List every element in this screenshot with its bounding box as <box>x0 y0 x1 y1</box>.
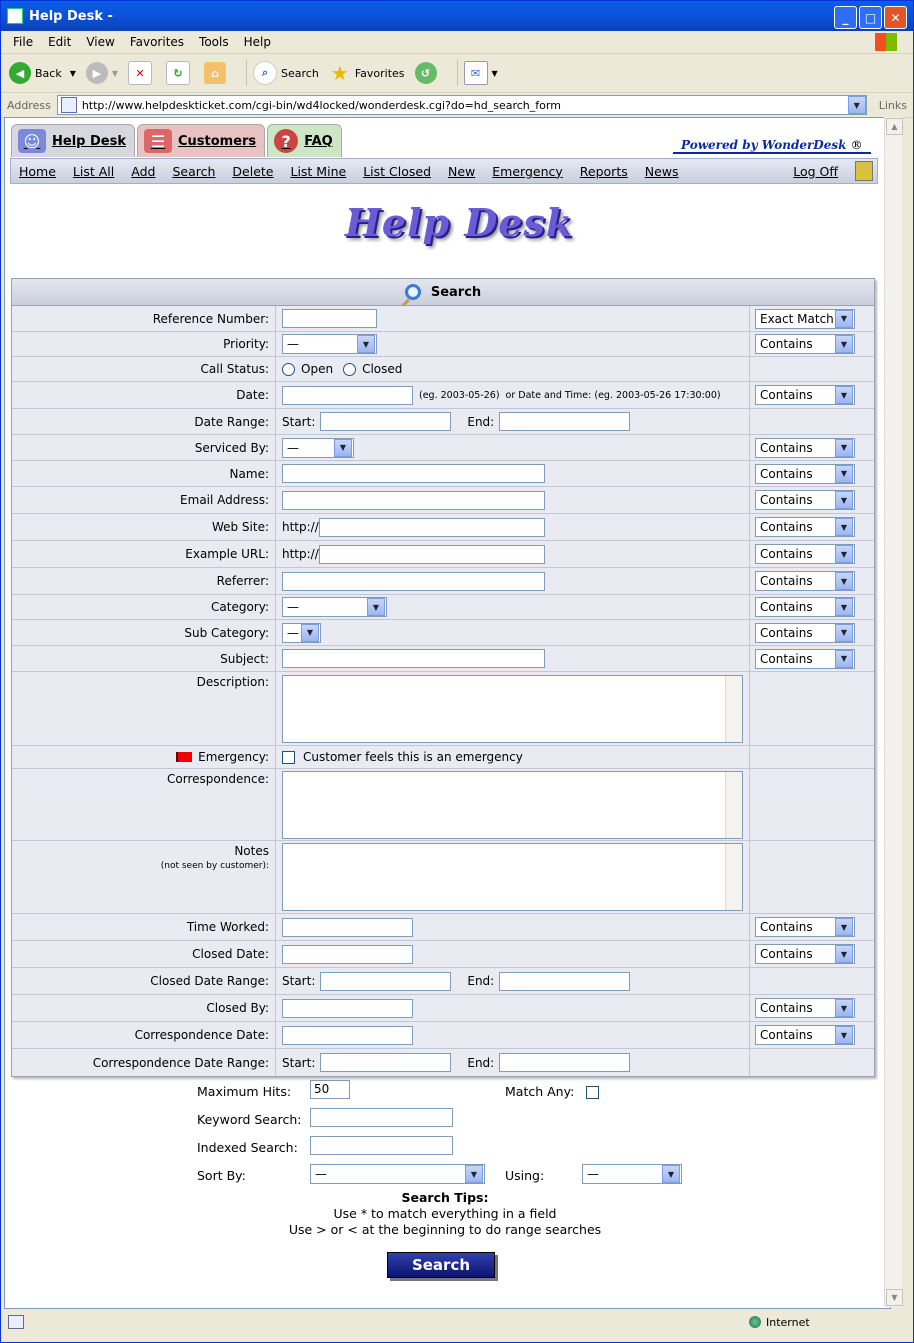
closed-range-end-label: End: <box>467 974 495 988</box>
row-correspondence-date <box>12 1022 874 1049</box>
website-prefix: http:// <box>282 520 319 534</box>
label-keyword-search: Keyword Search: <box>197 1112 302 1127</box>
label-referrer: Referrer: <box>216 574 269 588</box>
match-any-checkbox[interactable] <box>586 1086 599 1099</box>
time-worked-match-value: Contains <box>760 920 813 934</box>
tab-faq[interactable] <box>267 124 342 157</box>
priority-match-value: Contains <box>760 337 813 351</box>
search-icon: ⌕ <box>253 61 277 85</box>
magnifier-icon <box>405 284 421 300</box>
closed-range-end-input[interactable] <box>499 972 630 991</box>
search-form-title: Search <box>430 284 482 300</box>
closed-range-start-input[interactable] <box>320 972 451 991</box>
chevron-down-icon: ▼ <box>835 1026 853 1044</box>
nav-list-all[interactable]: List All <box>72 163 115 179</box>
back-dropdown-icon[interactable]: ▼ <box>69 68 76 78</box>
help-desk-logo: Help Desk <box>345 200 574 245</box>
label-closed-date-range: Closed Date Range: <box>150 974 269 988</box>
chevron-down-icon: ▼ <box>835 945 853 963</box>
row-reference-number <box>12 306 874 332</box>
customers-icon: ☰ <box>144 129 172 153</box>
example-url-match-select[interactable] <box>755 544 855 564</box>
label-date-range: Date Range: <box>194 414 269 429</box>
refresh-button[interactable] <box>166 61 194 85</box>
menu-bar <box>1 31 913 54</box>
nav-emergency[interactable]: Emergency <box>492 163 563 179</box>
nav-reports[interactable]: Reports <box>579 163 628 179</box>
page-viewport <box>4 117 891 1309</box>
label-reference-number: Reference Number: <box>152 311 269 326</box>
ie-icon <box>7 8 23 24</box>
mail-icon: ✉ <box>464 61 488 85</box>
row-closed-date-range <box>12 968 874 995</box>
tab-faq-label: FAQ <box>304 133 333 149</box>
address-dropdown-icon[interactable]: ▼ <box>848 96 866 114</box>
home-button[interactable] <box>204 62 230 84</box>
address-label: Address <box>7 98 51 112</box>
chevron-down-icon: ▼ <box>367 598 385 616</box>
date-match-select[interactable] <box>755 385 855 405</box>
corr-range-end-input[interactable] <box>499 1053 630 1072</box>
chevron-down-icon: ▼ <box>835 545 853 563</box>
example-url-prefix: http:// <box>282 547 319 561</box>
serviced-by-match-value: Contains <box>760 440 813 455</box>
star-icon: ★ <box>330 61 349 85</box>
app-tabs <box>11 124 342 157</box>
search-form-header <box>12 279 874 306</box>
tab-customers[interactable] <box>137 124 265 157</box>
row-time-worked <box>12 914 874 941</box>
indexed-search-input[interactable] <box>310 1136 453 1155</box>
help-desk-icon: ☺ <box>18 129 46 153</box>
time-worked-match-select[interactable] <box>755 917 855 937</box>
back-button[interactable] <box>9 62 76 84</box>
address-url: http://www.helpdeskticket.com/cgi-bin/wd4locked/wonderdesk.cgi?do=hd_search_form <box>81 98 561 112</box>
reference-match-select[interactable] <box>755 309 855 329</box>
date-range-start-input[interactable] <box>320 412 451 431</box>
closed-by-match-select[interactable] <box>755 998 855 1018</box>
date-range-end-label: End: <box>467 414 495 429</box>
log-off-door-icon[interactable] <box>855 161 873 181</box>
date-input[interactable] <box>282 386 413 405</box>
corr-range-start-label: Start: <box>282 1055 316 1070</box>
closed-by-match-value: Contains <box>760 1001 813 1015</box>
label-description: Description: <box>196 675 269 689</box>
page-icon <box>61 97 77 113</box>
row-date-range <box>12 409 874 435</box>
name-match-select[interactable] <box>755 464 855 484</box>
time-worked-input[interactable] <box>282 918 413 937</box>
date-match-value: Contains <box>760 388 813 402</box>
category-select[interactable] <box>282 597 387 617</box>
emergency-checkbox[interactable] <box>282 751 295 764</box>
chevron-down-icon: ▼ <box>835 518 853 536</box>
search-tip-1: Use * to match everything in a field <box>333 1206 557 1221</box>
keyword-search-input[interactable] <box>310 1108 453 1127</box>
closed-date-input[interactable] <box>282 945 413 964</box>
label-correspondence-date-range: Correspondence Date Range: <box>92 1055 269 1070</box>
powered-by-text: Powered by WonderDesk <box>681 138 847 152</box>
website-match-value: Contains <box>760 520 813 534</box>
label-example-url: Example URL: <box>185 547 269 561</box>
label-date: Date: <box>236 388 269 402</box>
chevron-down-icon: ▼ <box>835 624 853 642</box>
category-match-value: Contains <box>760 600 813 614</box>
chevron-down-icon: ▼ <box>835 386 853 404</box>
name-match-value: Contains <box>760 466 813 481</box>
label-correspondence-date: Correspondence Date: <box>134 1028 269 1042</box>
row-referrer <box>12 568 874 595</box>
chevron-down-icon: ▼ <box>465 1165 483 1183</box>
row-serviced-by <box>12 435 874 461</box>
chevron-down-icon: ▼ <box>835 918 853 936</box>
row-description <box>12 672 874 746</box>
close-button[interactable]: ✕ <box>884 6 907 29</box>
row-call-status <box>12 357 874 382</box>
correspondence-date-input[interactable] <box>282 1026 413 1045</box>
email-input[interactable] <box>282 491 545 510</box>
powered-by-link[interactable] <box>673 138 871 154</box>
menu-file[interactable]: File <box>13 35 34 49</box>
tab-help-desk-label: Help Desk <box>52 133 126 149</box>
subject-input[interactable] <box>282 649 545 668</box>
chevron-down-icon: ▼ <box>835 439 853 457</box>
textarea-scrollbar[interactable] <box>725 772 742 838</box>
label-name: Name: <box>229 466 269 481</box>
nav-list-mine[interactable]: List Mine <box>290 163 347 179</box>
corr-range-start-input[interactable] <box>320 1053 451 1072</box>
row-website <box>12 514 874 541</box>
nav-news[interactable]: News <box>644 163 679 179</box>
label-indexed-search: Indexed Search: <box>197 1140 298 1155</box>
textarea-scrollbar[interactable] <box>725 676 742 742</box>
status-page-icon <box>8 1315 24 1329</box>
label-emergency: Emergency: <box>198 750 269 764</box>
row-priority <box>12 332 874 357</box>
notes-textarea[interactable] <box>282 843 743 911</box>
row-name <box>12 461 874 487</box>
forward-arrow-icon: ▶ <box>86 62 108 84</box>
sort-by-select[interactable] <box>310 1164 485 1184</box>
reference-match-value: Exact Match <box>760 311 834 326</box>
emergency-checkbox-label: Customer feels this is an emergency <box>303 750 523 764</box>
chevron-down-icon: ▼ <box>835 999 853 1017</box>
label-closed-date: Closed Date: <box>192 947 269 961</box>
row-date <box>12 382 874 409</box>
page-scrollbar[interactable] <box>884 117 902 1307</box>
category-value: — <box>287 600 299 614</box>
faq-question-icon: ? <box>274 129 298 153</box>
closed-date-match-select[interactable] <box>755 944 855 964</box>
chevron-down-icon: ▼ <box>334 439 352 457</box>
chevron-down-icon: ▼ <box>835 465 853 483</box>
links-button[interactable]: Links <box>878 98 907 112</box>
example-url-input[interactable] <box>319 545 545 564</box>
row-sub-category <box>12 620 874 646</box>
label-correspondence: Correspondence: <box>167 772 269 786</box>
sub-category-select[interactable] <box>282 623 321 643</box>
forward-dropdown-icon: ▼ <box>111 68 119 78</box>
sub-category-match-value: Contains <box>760 625 813 640</box>
sort-by-value: — <box>315 1167 327 1181</box>
using-select[interactable] <box>582 1164 682 1184</box>
menu-favorites[interactable]: Favorites <box>129 35 185 49</box>
subject-match-select[interactable] <box>755 649 855 669</box>
nav-add[interactable]: Add <box>131 163 156 179</box>
stop-icon: ✕ <box>128 61 152 85</box>
nav-home[interactable]: Home <box>19 163 56 179</box>
row-correspondence <box>12 769 874 841</box>
row-subject <box>12 646 874 672</box>
menu-edit[interactable]: Edit <box>48 35 72 49</box>
sub-category-match-select[interactable] <box>755 623 855 643</box>
label-serviced-by: Serviced By: <box>194 440 269 455</box>
correspondence-date-match-value: Contains <box>760 1028 813 1042</box>
priority-match-select[interactable] <box>755 334 855 354</box>
closed-radio[interactable] <box>343 363 356 376</box>
corr-range-end-label: End: <box>467 1055 495 1070</box>
toolbar-separator <box>246 60 247 86</box>
open-radio[interactable] <box>282 363 295 376</box>
closed-date-match-value: Contains <box>760 947 813 961</box>
address-bar <box>1 93 913 118</box>
referrer-input[interactable] <box>282 572 545 591</box>
back-label: Back <box>35 66 62 80</box>
row-emergency <box>12 746 874 769</box>
security-zone <box>749 1316 810 1329</box>
maximize-button[interactable]: □ <box>859 6 882 29</box>
open-label: Open <box>301 362 334 376</box>
zone-label: Internet <box>766 1315 810 1329</box>
referrer-match-select[interactable] <box>755 571 855 591</box>
favorites-label: Favorites <box>354 66 405 80</box>
chevron-down-icon: ▼ <box>301 624 319 642</box>
globe-icon <box>749 1316 761 1328</box>
label-website: Web Site: <box>211 520 269 534</box>
search-form <box>11 278 875 1077</box>
chevron-down-icon: ▼ <box>835 650 853 668</box>
row-category <box>12 595 874 620</box>
mail-dropdown-icon: ▼ <box>491 68 498 78</box>
search-toolbar-label: Search <box>281 66 319 80</box>
nav-delete[interactable]: Delete <box>232 163 274 179</box>
history-icon: ↺ <box>415 62 437 84</box>
tab-customers-label: Customers <box>177 133 257 149</box>
email-match-select[interactable] <box>755 490 855 510</box>
label-match-any: Match Any: <box>505 1084 575 1099</box>
menu-help[interactable]: Help <box>243 35 271 49</box>
nav-list-closed[interactable]: List Closed <box>363 163 431 179</box>
favorites-button[interactable] <box>329 62 405 84</box>
search-tips-title: Search Tips: <box>401 1190 489 1205</box>
priority-select[interactable] <box>282 334 377 354</box>
chevron-down-icon: ▼ <box>835 310 853 328</box>
menu-tools[interactable]: Tools <box>199 35 229 49</box>
status-bar <box>4 1311 904 1333</box>
name-input[interactable] <box>282 464 545 483</box>
date-hint: (eg. 2003-05-26) <box>419 389 500 401</box>
scroll-down-icon[interactable]: ▼ <box>886 1289 903 1306</box>
serviced-by-select[interactable] <box>282 438 354 458</box>
max-hits-input[interactable]: 50 <box>310 1080 350 1099</box>
address-input[interactable] <box>57 95 867 115</box>
back-arrow-icon: ◀ <box>9 62 31 84</box>
toolbar <box>1 54 913 93</box>
chevron-down-icon: ▼ <box>835 491 853 509</box>
red-flag-icon <box>176 752 192 762</box>
label-using: Using: <box>505 1168 545 1183</box>
label-call-status: Call Status: <box>200 362 269 376</box>
home-icon: ⌂ <box>204 62 226 84</box>
search-toolbar-button[interactable] <box>253 61 319 85</box>
search-submit-button[interactable]: Search <box>387 1252 495 1278</box>
serviced-by-match-select[interactable] <box>755 438 855 458</box>
search-tip-2: Use > or < at the beginning to do range searches <box>288 1222 602 1237</box>
label-sub-category: Sub Category: <box>184 625 269 640</box>
nav-new[interactable]: New <box>448 163 476 179</box>
description-textarea[interactable] <box>282 675 743 743</box>
label-notes-sub: (not seen by customer): <box>160 861 269 871</box>
nav-bar <box>10 158 878 184</box>
label-priority: Priority: <box>223 337 269 351</box>
row-example-url <box>12 541 874 568</box>
label-email: Email Address: <box>180 493 269 507</box>
chevron-down-icon: ▼ <box>835 335 853 353</box>
window-title: Help Desk - <box>29 8 113 24</box>
correspondence-date-match-select[interactable] <box>755 1025 855 1045</box>
referrer-match-value: Contains <box>760 574 813 588</box>
reference-number-input[interactable] <box>282 309 377 328</box>
refresh-icon: ↻ <box>166 61 190 85</box>
chevron-down-icon: ▼ <box>662 1165 680 1183</box>
label-subject: Subject: <box>220 651 269 666</box>
row-closed-date <box>12 941 874 968</box>
sub-category-value: — <box>287 625 299 640</box>
label-max-hits: Maximum Hits: <box>197 1084 292 1099</box>
minimize-button[interactable]: _ <box>834 6 857 29</box>
subject-match-value: Contains <box>760 651 813 666</box>
date-time-hint: or Date and Time: (eg. 2003-05-26 17:30:00) <box>505 389 721 401</box>
priority-value: — <box>287 337 299 351</box>
tab-help-desk[interactable] <box>11 124 135 157</box>
toolbar-separator-2 <box>457 60 458 86</box>
menu-view[interactable]: View <box>86 35 115 49</box>
using-value: — <box>587 1167 599 1181</box>
row-closed-by <box>12 995 874 1022</box>
closed-label: Closed <box>362 362 403 376</box>
history-button[interactable] <box>415 62 441 84</box>
windows-logo-icon <box>875 33 897 51</box>
label-time-worked: Time Worked: <box>186 920 269 934</box>
chevron-down-icon: ▼ <box>357 335 375 353</box>
scroll-up-icon[interactable]: ▲ <box>886 118 903 135</box>
title-bar <box>1 1 913 31</box>
label-notes: Notes <box>234 844 269 858</box>
forward-button[interactable] <box>86 62 118 84</box>
label-category: Category: <box>211 600 269 614</box>
category-match-select[interactable] <box>755 597 855 617</box>
website-match-select[interactable] <box>755 517 855 537</box>
row-correspondence-date-range <box>12 1049 874 1076</box>
mail-button[interactable] <box>464 61 498 85</box>
website-input[interactable] <box>319 518 545 537</box>
serviced-by-value: — <box>287 440 299 455</box>
row-notes <box>12 841 874 914</box>
date-range-end-input[interactable] <box>499 412 630 431</box>
chevron-down-icon: ▼ <box>835 572 853 590</box>
label-sort-by: Sort By: <box>197 1168 246 1183</box>
label-closed-by: Closed By: <box>206 1001 269 1015</box>
chevron-down-icon: ▼ <box>835 598 853 616</box>
stop-button[interactable] <box>128 61 156 85</box>
date-range-start-label: Start: <box>282 414 316 429</box>
example-url-match-value: Contains <box>760 547 813 561</box>
row-email <box>12 487 874 514</box>
correspondence-textarea[interactable] <box>282 771 743 839</box>
email-match-value: Contains <box>760 493 813 507</box>
closed-range-start-label: Start: <box>282 974 316 988</box>
nav-search[interactable]: Search <box>172 163 216 179</box>
registered-mark: ® <box>850 138 863 152</box>
textarea-scrollbar[interactable] <box>725 844 742 910</box>
log-off-link[interactable]: Log Off <box>793 163 838 179</box>
closed-by-input[interactable] <box>282 999 413 1018</box>
